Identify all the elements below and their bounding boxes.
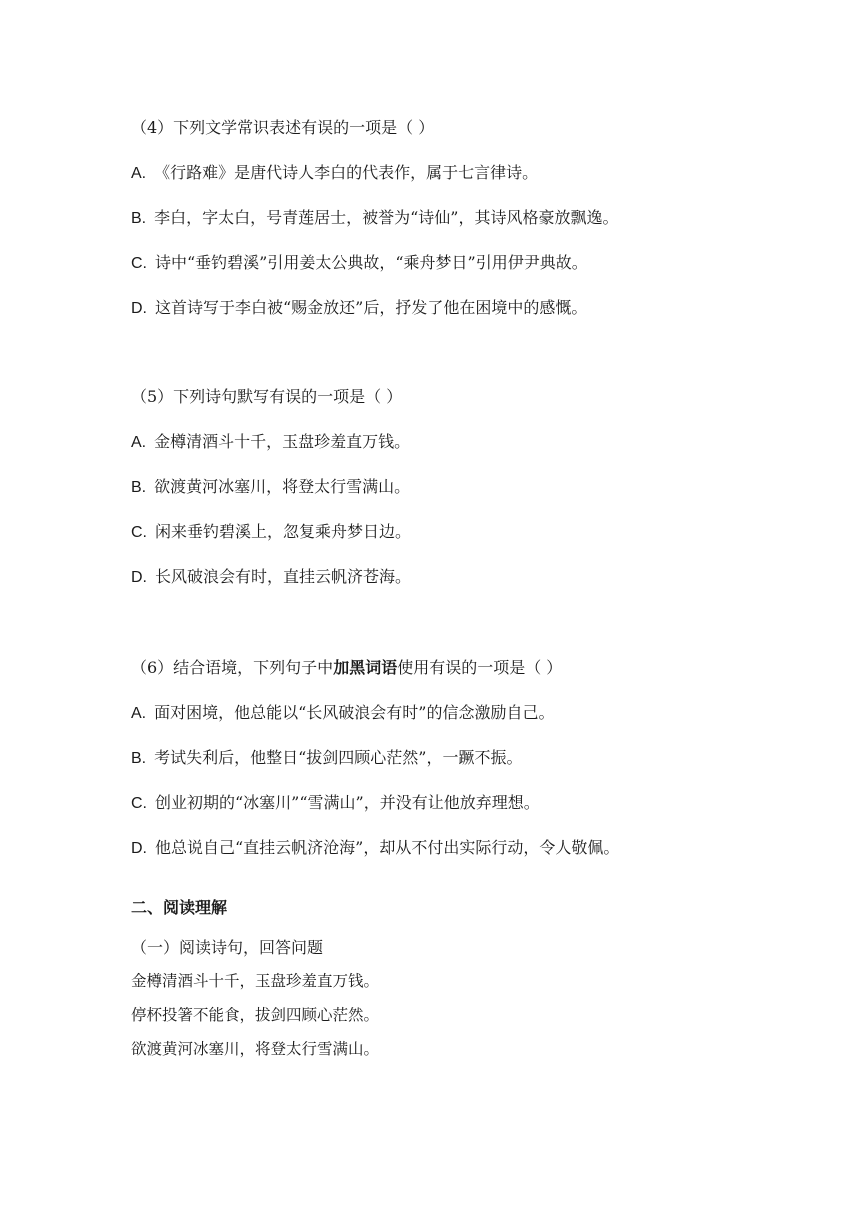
question-4-option-c — [131, 252, 588, 275]
question-5-option-b — [131, 476, 410, 499]
section-title: 二、阅读理解 — [131, 900, 228, 917]
option-text: 《行路难》是唐代诗人李白的代表作，属于七言律诗。 — [154, 163, 539, 182]
option-letter: D. — [131, 300, 147, 317]
option-letter: C. — [131, 795, 147, 812]
poem-line: 金樽清酒斗十千，玉盘珍羞直万钱。 — [131, 972, 380, 990]
option-letter: B. — [131, 479, 147, 496]
question-4-option-b — [131, 207, 619, 230]
option-text: 欲渡黄河冰塞川，将登太行雪满山。 — [154, 477, 411, 496]
option-letter: C. — [131, 524, 147, 541]
question-4-stem: （4）下列文学常识表述有误的一项是（ ） — [131, 118, 435, 137]
question-5-option-d — [131, 566, 411, 589]
option-text: 长风破浪会有时，直挂云帆济苍海。 — [155, 567, 412, 586]
option-letter: A. — [131, 705, 147, 722]
question-6-stem — [131, 657, 562, 679]
question-6-option-c — [131, 792, 540, 815]
option-text: 李白，字太白，号青莲居士，被誉为“诗仙”，其诗风格豪放飘逸。 — [154, 208, 619, 227]
stem-text: 使用有误的一项是（ ） — [397, 658, 563, 677]
question-6-option-d — [131, 837, 619, 860]
question-6-option-a — [131, 702, 555, 725]
option-text: 金樽清酒斗十千，玉盘珍羞直万钱。 — [154, 432, 411, 451]
option-text: 创业初期的“冰塞川”“雪满山”，并没有让他放弃理想。 — [155, 793, 540, 812]
stem-text: （6）结合语境，下列句子中 — [131, 658, 334, 677]
poem-line: 停杯投箸不能食，拔剑四顾心茫然。 — [131, 1006, 380, 1024]
option-letter: A. — [131, 165, 147, 182]
option-text: 他总说自己“直挂云帆济沧海”，却从不付出实际行动，令人敬佩。 — [155, 838, 620, 857]
stem-bold-text: 加黑词语 — [333, 658, 398, 677]
option-letter: B. — [131, 750, 147, 767]
option-letter: D. — [131, 569, 147, 586]
question-5-stem: （5）下列诗句默写有误的一项是（ ） — [131, 387, 403, 406]
question-5-option-a — [131, 431, 410, 454]
option-letter: B. — [131, 210, 147, 227]
option-letter: D. — [131, 840, 147, 857]
option-letter: C. — [131, 255, 147, 272]
option-text: 考试失利后，他整日“拔剑四顾心茫然”，一蹶不振。 — [154, 748, 523, 767]
option-text: 面对困境，他总能以“长风破浪会有时”的信念激励自己。 — [154, 703, 555, 722]
section-subtitle: （一）阅读诗句，回答问题 — [131, 938, 324, 957]
option-text: 这首诗写于李白被“赐金放还”后，抒发了他在困境中的感慨。 — [155, 298, 588, 317]
option-text: 诗中“垂钓碧溪”引用姜太公典故，“乘舟梦日”引用伊尹典故。 — [155, 253, 588, 272]
question-4-option-d — [131, 297, 587, 320]
question-4-option-a — [131, 162, 538, 185]
question-5-option-c — [131, 521, 411, 544]
question-6-option-b — [131, 747, 523, 770]
poem-line: 欲渡黄河冰塞川，将登太行雪满山。 — [131, 1040, 380, 1058]
option-letter: A. — [131, 434, 147, 451]
option-text: 闲来垂钓碧溪上，忽复乘舟梦日边。 — [155, 522, 412, 541]
